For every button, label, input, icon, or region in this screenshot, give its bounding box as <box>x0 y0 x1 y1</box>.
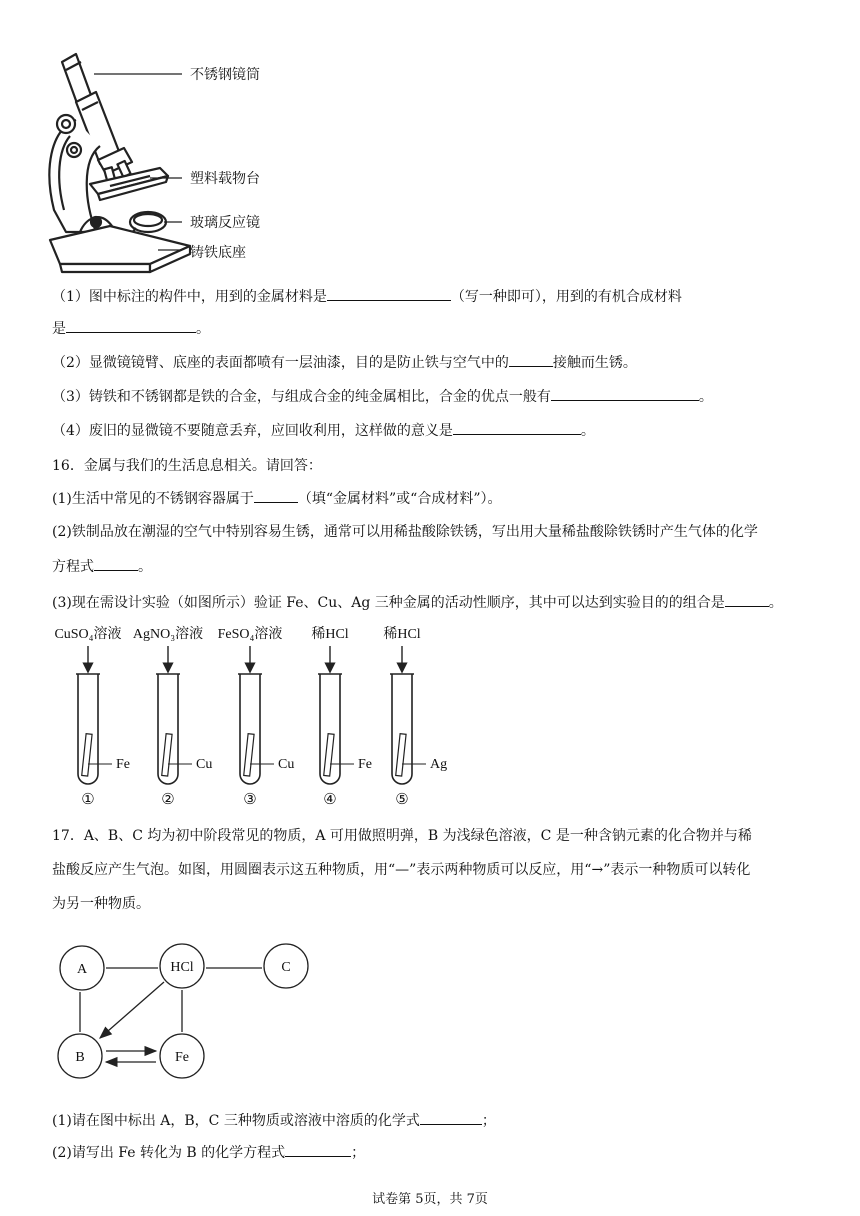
answer-blank[interactable] <box>285 1142 351 1157</box>
q16-part2-cont <box>52 556 152 577</box>
q16-part3-text-b: 。 <box>768 595 783 611</box>
metal-strip <box>244 734 254 776</box>
q17-part2-text-a: (2)请写出 Fe 转化为 B 的化学方程式 <box>52 1145 286 1161</box>
q15-part1-text-d: 。 <box>196 321 210 337</box>
q15-part1-text-b: （写一种即可），用到的有机合成材料 <box>450 289 682 305</box>
label-steel-tube: 不锈钢镜筒 <box>190 67 260 83</box>
answer-blank[interactable] <box>725 592 769 607</box>
q17-line2: 盐酸反应产生气泡。如图，用圆圈表示这五种物质，用“—”表示两种物质可以反应，用“→”表示一种物质可以转化 <box>52 862 751 878</box>
q15-part2 <box>52 352 637 373</box>
tube-metal-label: Fe <box>116 757 130 772</box>
q15-part2-text-a: （2）显微镜镜臂、底座的表面都喷有一层油漆，目的是防止铁与空气中的 <box>52 355 509 371</box>
label-iron-base: 铸铁底座 <box>190 245 246 261</box>
label-glass-mirror: 玻璃反应镜 <box>190 215 260 231</box>
answer-blank[interactable] <box>453 420 581 435</box>
q15-part2-text-b: 接触而生锈。 <box>552 355 637 371</box>
tube-number: ③ <box>243 792 257 808</box>
q16-part1-text-a: (1)生活中常见的不锈钢容器属于 <box>52 491 254 507</box>
test-tube-2 <box>133 625 212 808</box>
q16-part3-text-a: (3)现在需设计实验（如图所示）验证 Fe、Cu、Ag 三种金属的活动性顺序，其中可以达到实验目的的组合是 <box>52 595 725 611</box>
q16-part2-text-c: 。 <box>138 559 152 575</box>
tube-reagent-label: AgNO₃溶液 <box>132 627 204 642</box>
test-tubes-figure <box>50 622 470 812</box>
tube-number: ① <box>81 792 95 808</box>
test-tube-1 <box>54 625 130 808</box>
test-tube-5 <box>383 626 447 808</box>
tube-number: ④ <box>323 792 337 808</box>
answer-blank[interactable] <box>327 286 451 301</box>
q17-part2 <box>52 1142 365 1163</box>
node-a-label: A <box>76 962 88 977</box>
q17-line1: 17．A、B、C 均为初中阶段常见的物质，A 可用做照明弹，B 为浅绿色溶液，C 是一种含钠元素的化合物并与稀 <box>52 828 752 844</box>
q16-part1-text-b: （填“金属材料”或“合成材料”）。 <box>297 491 502 507</box>
tube-metal-label: Ag <box>430 757 448 772</box>
q15-part4 <box>52 420 595 441</box>
tube-number: ⑤ <box>395 792 409 808</box>
tube-metal-label: Cu <box>278 757 295 772</box>
metal-strip <box>324 734 334 776</box>
metal-strip <box>82 734 92 776</box>
tube-reagent-label: FeSO₄溶液 <box>217 627 283 642</box>
q15-part4-text-b: 。 <box>580 423 595 439</box>
q15-part4-text-a: （4）废旧的显微镜不要随意丢弃，应回收利用，这样做的意义是 <box>52 423 453 439</box>
answer-blank[interactable] <box>254 488 298 503</box>
tube-metal-label: Fe <box>358 757 372 772</box>
q15-part1-cont <box>52 318 210 339</box>
q15-part3-text-a: （3）铸铁和不锈钢都是铁的合金，与组成合金的纯金属相比，合金的优点一般有 <box>52 389 551 405</box>
tube-reagent-label: 稀HCl <box>311 627 349 642</box>
reaction-diagram <box>50 938 330 1088</box>
q15-part3 <box>52 386 713 407</box>
metal-strip <box>396 734 406 776</box>
answer-blank[interactable] <box>551 386 699 401</box>
q17-part1-text-a: (1)请在图中标出 A，B，C 三种物质或溶液中溶质的化学式 <box>52 1113 420 1129</box>
q17-part1-text-b: ； <box>481 1113 496 1129</box>
answer-blank[interactable] <box>94 556 138 571</box>
node-hcl-label: HCl <box>170 960 194 975</box>
q15-part1-text-a: （1）图中标注的构件中，用到的金属材料是 <box>52 289 327 305</box>
q15-part3-text-b: 。 <box>698 389 713 405</box>
tube-number: ② <box>161 792 175 808</box>
q16-part2-text-b: 方程式 <box>52 559 94 575</box>
q16-title: 16．金属与我们的生活息息相关。请回答： <box>52 458 322 474</box>
test-tube-4 <box>311 626 372 808</box>
test-tube-3 <box>218 625 295 808</box>
q16-part3 <box>52 592 783 613</box>
node-b-label: B <box>75 1050 85 1065</box>
answer-blank[interactable] <box>66 318 196 333</box>
label-plastic-stage: 塑料载物台 <box>190 171 260 187</box>
node-fe-label: Fe <box>175 1050 189 1065</box>
q17-line3: 为另一种物质。 <box>52 896 150 912</box>
tube-metal-label: Cu <box>196 757 213 772</box>
arrow-hcl-to-b <box>100 982 164 1038</box>
q16-part2: (2)铁制品放在潮湿的空气中特别容易生锈，通常可以用稀盐酸除铁锈，写出用大量稀盐酸除铁锈时产生气体的化学 <box>52 524 758 540</box>
q17-part2-text-b: ； <box>351 1145 366 1161</box>
tube-reagent-label: 稀HCl <box>383 627 421 642</box>
q15-part1-text-c: 是 <box>52 321 66 337</box>
page-footer: 试卷第 5页，共 7页 <box>372 1192 488 1207</box>
node-c-label: C <box>281 960 291 975</box>
tube-reagent-label: CuSO₄溶液 <box>54 627 122 642</box>
q16-part1 <box>52 488 501 509</box>
q15-part1 <box>52 286 682 307</box>
answer-blank[interactable] <box>509 352 553 367</box>
answer-blank[interactable] <box>420 1110 482 1125</box>
q17-part1 <box>52 1110 496 1131</box>
metal-strip <box>162 734 172 776</box>
